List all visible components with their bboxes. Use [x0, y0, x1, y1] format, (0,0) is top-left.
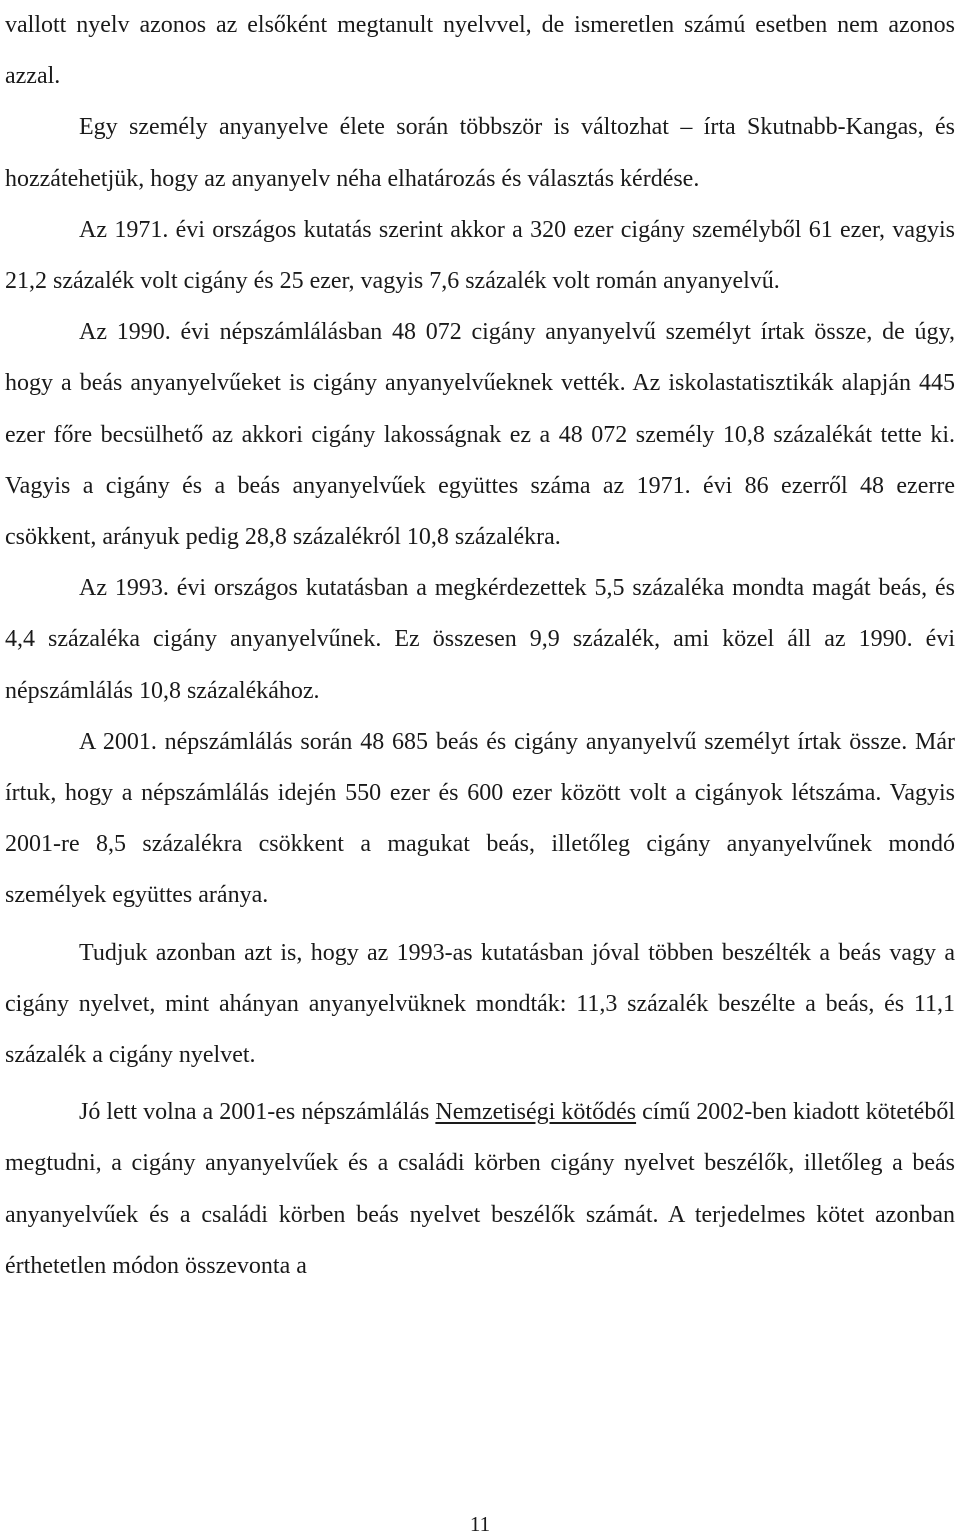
paragraph-6: A 2001. népszámlálás során 48 685 beás és cigány anyanyelvű személyt írtak össze. Már írtuk, hogy a népszámlálás idején 550 ezer és 600 ezer között volt a cigányok létszáma. Vagyis 2001-re 8,5 százalékra csökkent a magukat beás, illetőleg cigány anyanyelvűnek mondó személyek együttes aránya. — [5, 728, 955, 909]
paragraph-2: Egy személy anyanyelve élete során többször is változhat – írta Skutnabb-Kangas, és hozzátehetjük, hogy az anyanyelv néha elhatározás és választás kérdése. — [5, 114, 955, 192]
book-title-underlined: Nemzetiségi kötődés — [435, 1099, 637, 1126]
paragraph-5: Az 1993. évi országos kutatásban a megkérdezettek 5,5 százaléka mondta magát beás, és 4,4 százaléka cigány anyanyelvűnek. Ez összesen 9,9 százalék, ami közel áll az 1990. évi népszámlálás 10,8 százalékához. — [5, 575, 955, 704]
paragraph-7: Tudjuk azonban azt is, hogy az 1993-as kutatásban jóval többen beszélték a beás vagy a cigány nyelvet, mint ahányan anyanyelvüknek mondták: 11,3 százalék beszélte a beás, és 11,1 százalék a cigány nyelvet. — [5, 939, 955, 1069]
paragraph-1: vallott nyelv azonos az elsőként megtanult nyelvvel, de ismeretlen számú esetben nem azonos azzal. — [5, 12, 955, 90]
paragraph-3: Az 1971. évi országos kutatás szerint akkor a 320 ezer cigány személyből 61 ezer, vagyis 21,2 százalék volt cigány és 25 ezer, vagyis 7,6 százalék volt román anyanyelvű. — [5, 216, 955, 295]
paragraph-8-start: Jó lett volna a 2001-es népszámlálás — [79, 1099, 436, 1126]
paragraph-4: Az 1990. évi népszámlálásban 48 072 cigány anyanyelvű személyt írtak össze, de úgy, hogy a beás anyanyelvűeket is cigány anyanyelvűeknek vették. Az iskolastatisztikák alapján 445 ezer főre becsülhető az akkori cigány lakosságnak ez a 48 072 személy 10,8 százalékát tette ki. Vagyis a cigány és a beás anyanyelvűek együttes száma az 1971. évi 86 ezerről 48 ezerre csökkent, arányuk pedig 28,8 százalékról 10,8 százalékra. — [5, 319, 955, 551]
page-number: 11 — [469, 1512, 491, 1536]
paragraph-8 — [5, 1087, 955, 1292]
document-page — [5, 0, 955, 1292]
paragraph-8-end: című 2002-ben kiadott kötetéből megtudni, a cigány anyanyelvűek és a családi körben cigány nyelvet beszélők, illetőleg a beás anyanyelvűek és a családi körben beás nyelvet beszélők számát. A terjedelmes kötet azonban érthetetlen módon összevonta a — [5, 1099, 955, 1279]
